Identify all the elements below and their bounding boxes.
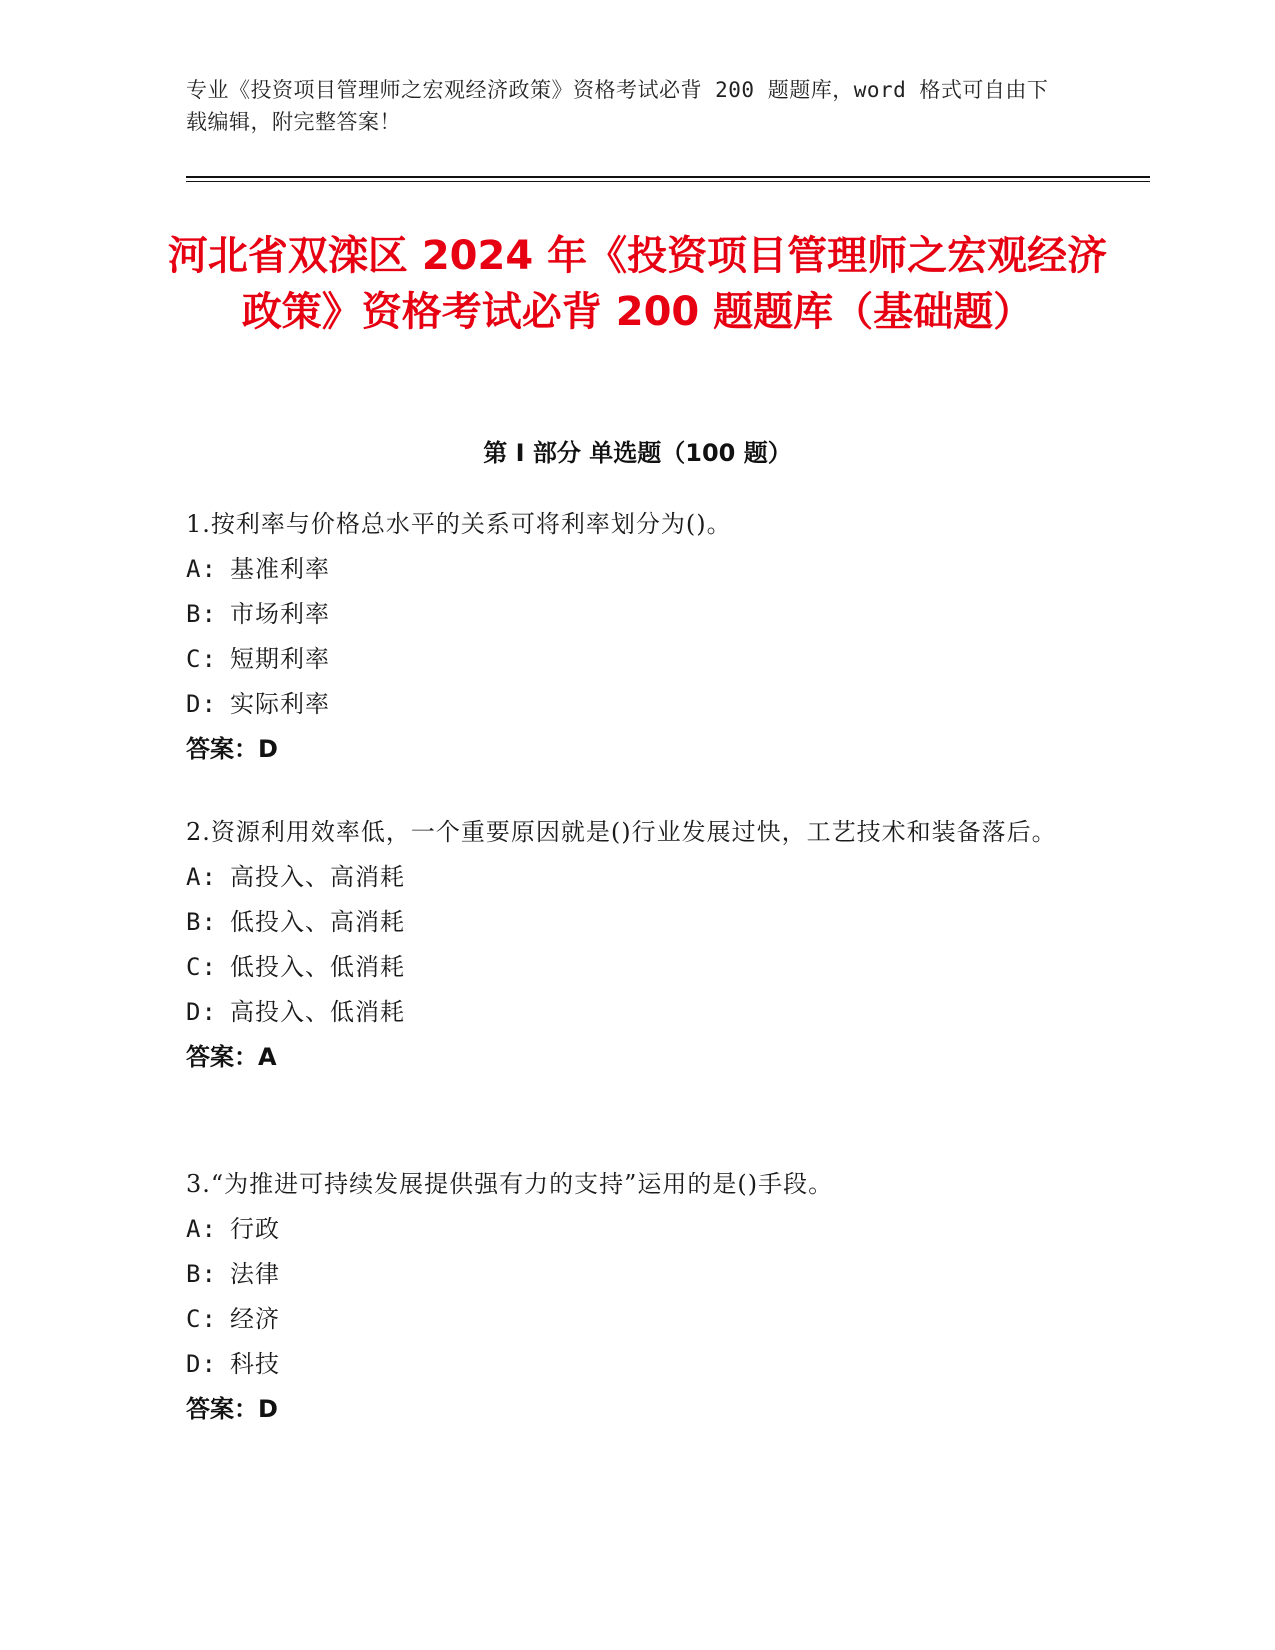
option-c xyxy=(186,1297,1066,1342)
option-b xyxy=(186,900,1066,945)
header-divider-thin xyxy=(186,181,1150,182)
option-text: 基准利率 xyxy=(230,555,330,583)
question-stem: 1.按利率与价格总水平的关系可将利率划分为()。 xyxy=(186,510,732,538)
option-key: A: xyxy=(186,555,217,583)
answer-line: 答案：D xyxy=(186,735,278,763)
option-key: A: xyxy=(186,1215,217,1243)
option-text: 行政 xyxy=(230,1215,280,1243)
answer-line: 答案：A xyxy=(186,1043,277,1071)
option-text: 经济 xyxy=(230,1305,280,1333)
question-stem: 2.资源利用效率低，一个重要原因就是()行业发展过快，工艺技术和装备落后。 xyxy=(186,818,1057,846)
option-key: D: xyxy=(186,1350,217,1378)
option-text: 高投入、低消耗 xyxy=(230,998,405,1026)
option-key: B: xyxy=(186,600,217,628)
option-c xyxy=(186,637,1066,682)
section-title: 第 I 部分 单选题（100 题） xyxy=(483,439,792,467)
option-key: C: xyxy=(186,645,217,673)
option-key: D: xyxy=(186,690,217,718)
option-text: 法律 xyxy=(230,1260,280,1288)
option-text: 市场利率 xyxy=(230,600,330,628)
option-key: D: xyxy=(186,998,217,1026)
option-key: B: xyxy=(186,908,217,936)
option-a xyxy=(186,1207,1066,1252)
option-text: 低投入、低消耗 xyxy=(230,953,405,981)
question-2 xyxy=(186,810,1066,1080)
question-1 xyxy=(186,502,1066,772)
document-title: 河北省双滦区 2024 年《投资项目管理师之宏观经济政策》资格考试必背 200 题题库（基础题） xyxy=(167,233,1108,335)
question-3 xyxy=(186,1162,1066,1432)
option-key: A: xyxy=(186,863,217,891)
option-d xyxy=(186,682,1066,727)
option-text: 高投入、高消耗 xyxy=(230,863,405,891)
option-text: 实际利率 xyxy=(230,690,330,718)
option-d xyxy=(186,990,1066,1035)
option-key: C: xyxy=(186,953,217,981)
option-key: B: xyxy=(186,1260,217,1288)
option-b xyxy=(186,1252,1066,1297)
option-c xyxy=(186,945,1066,990)
header-note: 专业《投资项目管理师之宏观经济政策》资格考试必背 200 题题库，word 格式可自由下载编辑，附完整答案！ xyxy=(186,78,1049,134)
option-key: C: xyxy=(186,1305,217,1333)
option-text: 短期利率 xyxy=(230,645,330,673)
option-d xyxy=(186,1342,1066,1387)
option-text: 科技 xyxy=(230,1350,280,1378)
answer-line: 答案：D xyxy=(186,1395,278,1423)
option-b xyxy=(186,592,1066,637)
question-stem: 3.“为推进可持续发展提供强有力的支持”运用的是()手段。 xyxy=(186,1170,834,1198)
option-a xyxy=(186,547,1066,592)
header-divider-thick xyxy=(186,176,1150,178)
option-text: 低投入、高消耗 xyxy=(230,908,405,936)
option-a xyxy=(186,855,1066,900)
